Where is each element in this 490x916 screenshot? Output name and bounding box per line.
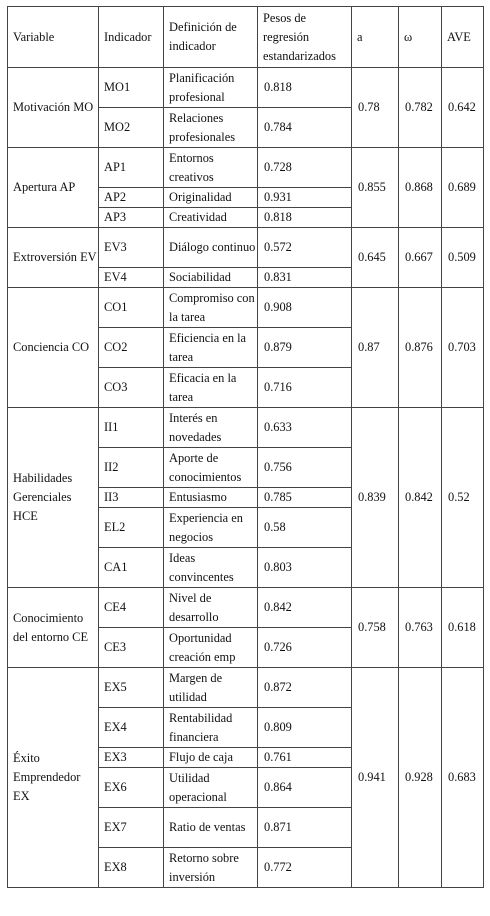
header-omega: ω bbox=[399, 7, 442, 68]
definicion-cell: Interés en novedades bbox=[164, 408, 258, 448]
indicador-cell: EX4 bbox=[99, 708, 164, 748]
omega-cell: 0.842 bbox=[399, 408, 442, 588]
indicador-cell: CE4 bbox=[99, 588, 164, 628]
indicador-cell: AP3 bbox=[99, 208, 164, 228]
peso-cell: 0.785 bbox=[258, 488, 352, 508]
structural-model-table bbox=[7, 6, 484, 888]
indicador-cell: EX5 bbox=[99, 668, 164, 708]
indicador-cell: EL2 bbox=[99, 508, 164, 548]
indicador-cell: CO1 bbox=[99, 288, 164, 328]
table-row bbox=[8, 148, 484, 188]
ave-cell: 0.689 bbox=[442, 148, 484, 228]
peso-cell: 0.572 bbox=[258, 228, 352, 268]
variable-cell: Apertura AP bbox=[8, 148, 99, 228]
header-pesos: Pesos de regresión estandarizados bbox=[258, 7, 352, 68]
definicion-cell: Eficacia en la tarea bbox=[164, 368, 258, 408]
header-definicion: Definición de indicador bbox=[164, 7, 258, 68]
peso-cell: 0.772 bbox=[258, 848, 352, 888]
peso-cell: 0.809 bbox=[258, 708, 352, 748]
alpha-cell: 0.78 bbox=[352, 68, 399, 148]
definicion-cell: Sociabilidad bbox=[164, 268, 258, 288]
header-alpha: a bbox=[352, 7, 399, 68]
peso-cell: 0.908 bbox=[258, 288, 352, 328]
definicion-cell: Flujo de caja bbox=[164, 748, 258, 768]
omega-cell: 0.868 bbox=[399, 148, 442, 228]
definicion-cell: Entusiasmo bbox=[164, 488, 258, 508]
omega-cell: 0.876 bbox=[399, 288, 442, 408]
ave-cell: 0.52 bbox=[442, 408, 484, 588]
table-row bbox=[8, 668, 484, 708]
definicion-cell: Eficiencia en la tarea bbox=[164, 328, 258, 368]
variable-cell: Éxito Emprendedor EX bbox=[8, 668, 99, 888]
omega-cell: 0.928 bbox=[399, 668, 442, 888]
definicion-cell: Diálogo continuo bbox=[164, 228, 258, 268]
definicion-cell: Planificación profesional bbox=[164, 68, 258, 108]
definicion-cell: Oportunidad creación emp bbox=[164, 628, 258, 668]
header-variable: Variable bbox=[8, 7, 99, 68]
peso-cell: 0.831 bbox=[258, 268, 352, 288]
indicador-cell: MO2 bbox=[99, 108, 164, 148]
peso-cell: 0.756 bbox=[258, 448, 352, 488]
definicion-cell: Rentabilidad financiera bbox=[164, 708, 258, 748]
indicador-cell: AP2 bbox=[99, 188, 164, 208]
indicador-cell: CO2 bbox=[99, 328, 164, 368]
ave-cell: 0.683 bbox=[442, 668, 484, 888]
definicion-cell: Nivel de desarrollo bbox=[164, 588, 258, 628]
variable-cell: Extroversión EV bbox=[8, 228, 99, 288]
peso-cell: 0.784 bbox=[258, 108, 352, 148]
peso-cell: 0.633 bbox=[258, 408, 352, 448]
indicador-cell: CE3 bbox=[99, 628, 164, 668]
definicion-cell: Entornos creativos bbox=[164, 148, 258, 188]
alpha-cell: 0.839 bbox=[352, 408, 399, 588]
variable-cell: Motivación MO bbox=[8, 68, 99, 148]
table-row bbox=[8, 408, 484, 448]
peso-cell: 0.842 bbox=[258, 588, 352, 628]
indicador-cell: EX3 bbox=[99, 748, 164, 768]
omega-cell: 0.782 bbox=[399, 68, 442, 148]
indicador-cell: EX7 bbox=[99, 808, 164, 848]
peso-cell: 0.818 bbox=[258, 208, 352, 228]
definicion-cell: Ideas convincentes bbox=[164, 548, 258, 588]
table-row bbox=[8, 228, 484, 268]
indicador-cell: EV3 bbox=[99, 228, 164, 268]
ave-cell: 0.509 bbox=[442, 228, 484, 288]
indicador-cell: II3 bbox=[99, 488, 164, 508]
alpha-cell: 0.941 bbox=[352, 668, 399, 888]
peso-cell: 0.879 bbox=[258, 328, 352, 368]
peso-cell: 0.803 bbox=[258, 548, 352, 588]
definicion-cell: Retorno sobre inversión bbox=[164, 848, 258, 888]
ave-cell: 0.703 bbox=[442, 288, 484, 408]
table-row bbox=[8, 588, 484, 628]
variable-cell: Habilidades Gerenciales HCE bbox=[8, 408, 99, 588]
definicion-cell: Compromiso con la tarea bbox=[164, 288, 258, 328]
alpha-cell: 0.87 bbox=[352, 288, 399, 408]
indicador-cell: II2 bbox=[99, 448, 164, 488]
peso-cell: 0.864 bbox=[258, 768, 352, 808]
peso-cell: 0.818 bbox=[258, 68, 352, 108]
omega-cell: 0.667 bbox=[399, 228, 442, 288]
definicion-cell: Ratio de ventas bbox=[164, 808, 258, 848]
alpha-cell: 0.758 bbox=[352, 588, 399, 668]
ave-cell: 0.642 bbox=[442, 68, 484, 148]
definicion-cell: Creatividad bbox=[164, 208, 258, 228]
indicador-cell: CO3 bbox=[99, 368, 164, 408]
header-ave: AVE bbox=[442, 7, 484, 68]
header-indicador: Indicador bbox=[99, 7, 164, 68]
indicador-cell: CA1 bbox=[99, 548, 164, 588]
variable-cell: Conocimiento del entorno CE bbox=[8, 588, 99, 668]
definicion-cell: Margen de utilidad bbox=[164, 668, 258, 708]
table-row bbox=[8, 288, 484, 328]
alpha-cell: 0.855 bbox=[352, 148, 399, 228]
peso-cell: 0.58 bbox=[258, 508, 352, 548]
ave-cell: 0.618 bbox=[442, 588, 484, 668]
definicion-cell: Utilidad operacional bbox=[164, 768, 258, 808]
indicador-cell: EX8 bbox=[99, 848, 164, 888]
peso-cell: 0.871 bbox=[258, 808, 352, 848]
indicador-cell: AP1 bbox=[99, 148, 164, 188]
definicion-cell: Relaciones profesionales bbox=[164, 108, 258, 148]
peso-cell: 0.726 bbox=[258, 628, 352, 668]
alpha-cell: 0.645 bbox=[352, 228, 399, 288]
omega-cell: 0.763 bbox=[399, 588, 442, 668]
peso-cell: 0.716 bbox=[258, 368, 352, 408]
definicion-cell: Aporte de conocimientos bbox=[164, 448, 258, 488]
indicador-cell: MO1 bbox=[99, 68, 164, 108]
peso-cell: 0.872 bbox=[258, 668, 352, 708]
peso-cell: 0.761 bbox=[258, 748, 352, 768]
peso-cell: 0.728 bbox=[258, 148, 352, 188]
definicion-cell: Originalidad bbox=[164, 188, 258, 208]
peso-cell: 0.931 bbox=[258, 188, 352, 208]
table-row bbox=[8, 68, 484, 108]
indicador-cell: EV4 bbox=[99, 268, 164, 288]
header-row bbox=[8, 7, 484, 68]
indicador-cell: EX6 bbox=[99, 768, 164, 808]
indicador-cell: II1 bbox=[99, 408, 164, 448]
variable-cell: Conciencia CO bbox=[8, 288, 99, 408]
definicion-cell: Experiencia en negocios bbox=[164, 508, 258, 548]
